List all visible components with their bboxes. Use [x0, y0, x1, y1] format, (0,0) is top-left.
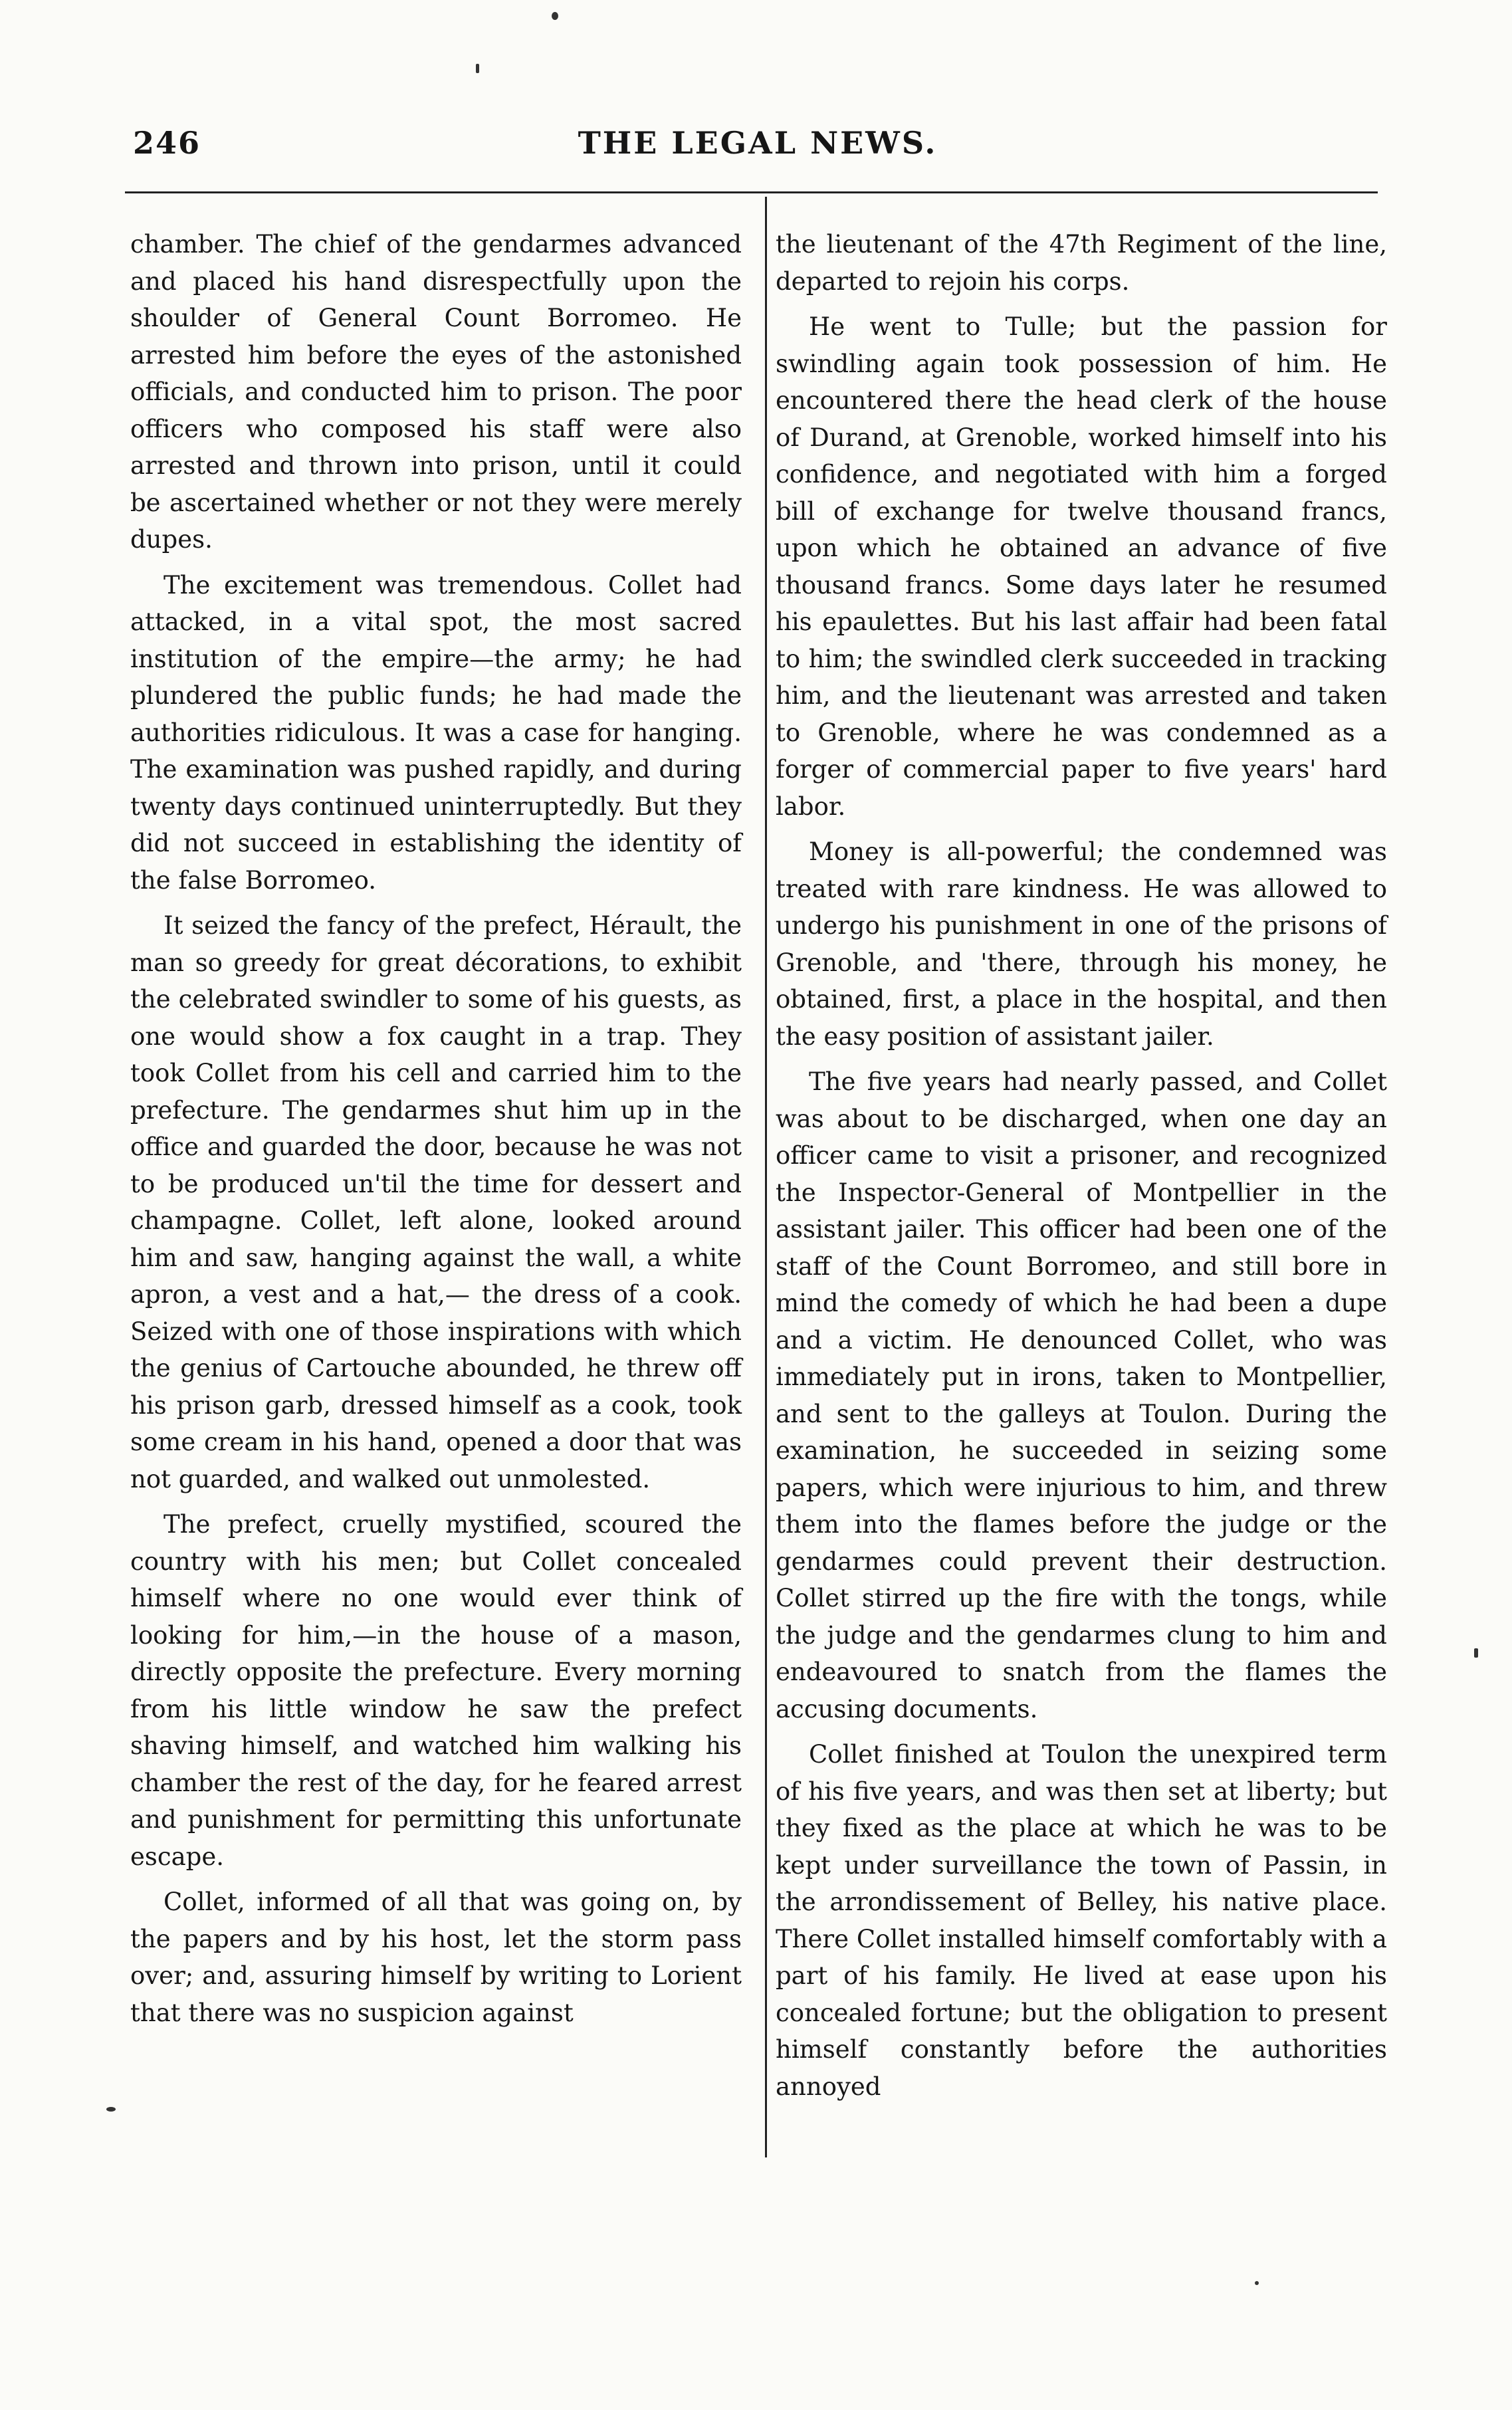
column-divider	[765, 197, 767, 2157]
paragraph: It seized the fancy of the prefect, Hérault, the man so greedy for great décorations, to exhibit the celebrated swindler to some of his guests, as one would show a fox caught in a trap. They took Collet from his cell and carried him to the prefecture. The gendarmes shut him up in the office and guarded the door, because he was not to be produced un'til the time for dessert and champagne. Collet, left alone, looked around him and saw, hanging against the wall, a white apron, a vest and a hat,— the dress of a cook. Seized with one of those inspirations with which the genius of Cartouche abounded, he threw off his prison garb, dressed himself as a cook, took some cream in his hand, opened a door that was not guarded, and walked out unmolested.	[130, 911, 742, 1493]
paragraph: Collet finished at Toulon the unexpired term of his five years, and was then set at liberty; but they fixed as the place at which he was to be kept under surveillance the town of Passin, in the arrondissement of Belley, his native place. There Collet installed himself comfortably with a part of his family. He lived at ease upon his concealed fortune; but the obligation to present himself constantly before the authorities annoyed	[776, 1740, 1387, 2101]
paragraph: The prefect, cruelly mystified, scoured the country with his men; but Collet concealed himself where no one would ever think of looking for him,—in the house of a mason, directly opposite the prefecture. Every morning from his little window he saw the prefect shaving himself, and watched him walking his chamber the rest of the day, for he feared arrest and punishment for permitting this unfortunate escape.	[130, 1510, 742, 1871]
running-title: THE LEGAL NEWS.	[578, 125, 938, 161]
scan-speck	[106, 2107, 116, 2112]
paragraph: the lieutenant of the 47th Regiment of the line, departed to rejoin his corps.	[776, 230, 1387, 296]
left-column	[130, 226, 742, 2040]
scan-speck	[1255, 2281, 1259, 2285]
paragraph: The excitement was tremendous. Collet had attacked, in a vital spot, the most sacred institution of the empire—the army; he had plundered the public funds; he had made the authorities ridiculous. It was a case for hanging. The examination was pushed rapidly, and during twenty days continued uninterruptedly. But they did not succeed in establishing the identity of the false Borromeo.	[130, 570, 742, 895]
right-column	[776, 226, 1387, 2114]
page-header	[133, 125, 1382, 178]
paragraph: Collet, informed of all that was going on, by the papers and by his host, let the storm pass over; and, assuring himself by writing to Lorient that there was no suspicion against	[130, 1888, 742, 2027]
scan-speck	[1474, 1648, 1478, 1658]
scan-speck	[552, 12, 558, 20]
paragraph: Money is all-powerful; the condemned was treated with rare kindness. He was allowed to undergo his punishment in one of the prisons of Grenoble, and 'there, through his money, he obtained, first, a place in the hospital, and then the easy position of assistant jailer.	[776, 837, 1387, 1051]
page-number: 246	[133, 125, 201, 161]
header-rule	[125, 191, 1378, 193]
scan-speck	[476, 64, 479, 73]
paragraph: chamber. The chief of the gendarmes advanced and placed his hand disrespectfully upon the shoulder of General Count Borromeo. He arrested him before the eyes of the astonished officials, and conducted him to prison. The poor officers who composed his staff were also arrested and thrown into prison, until it could be ascertained whether or not they were merely dupes.	[130, 230, 742, 554]
paragraph: He went to Tulle; but the passion for swindling again took possession of him. He encountered there the head clerk of the house of Durand, at Grenoble, worked himself into his confidence, and negotiated with him a forged bill of exchange for twelve thousand francs, upon which he obtained an advance of five thousand francs. Some days later he resumed his epaulettes. But his last affair had been fatal to him; the swindled clerk succeeded in tracking him, and the lieutenant was arrested and taken to Grenoble, where he was condemned as a forger of commercial paper to five years' hard labor.	[776, 312, 1387, 821]
paragraph: The five years had nearly passed, and Collet was about to be discharged, when one day an officer came to visit a prisoner, and recognized the Inspector-General of Montpellier in the assistant jailer. This officer had been one of the staff of the Count Borromeo, and still bore in mind the comedy of which he had been a dupe and a victim. He denounced Collet, who was immediately put in irons, taken to Montpellier, and sent to the galleys at Toulon. During the examination, he succeeded in seizing some papers, which were injurious to him, and threw them into the flames before the judge or the gendarmes could prevent their destruction. Collet stirred up the fire with the tongs, while the judge and the gendarmes clung to him and endeavoured to snatch from the flames the accusing documents.	[776, 1067, 1387, 1723]
